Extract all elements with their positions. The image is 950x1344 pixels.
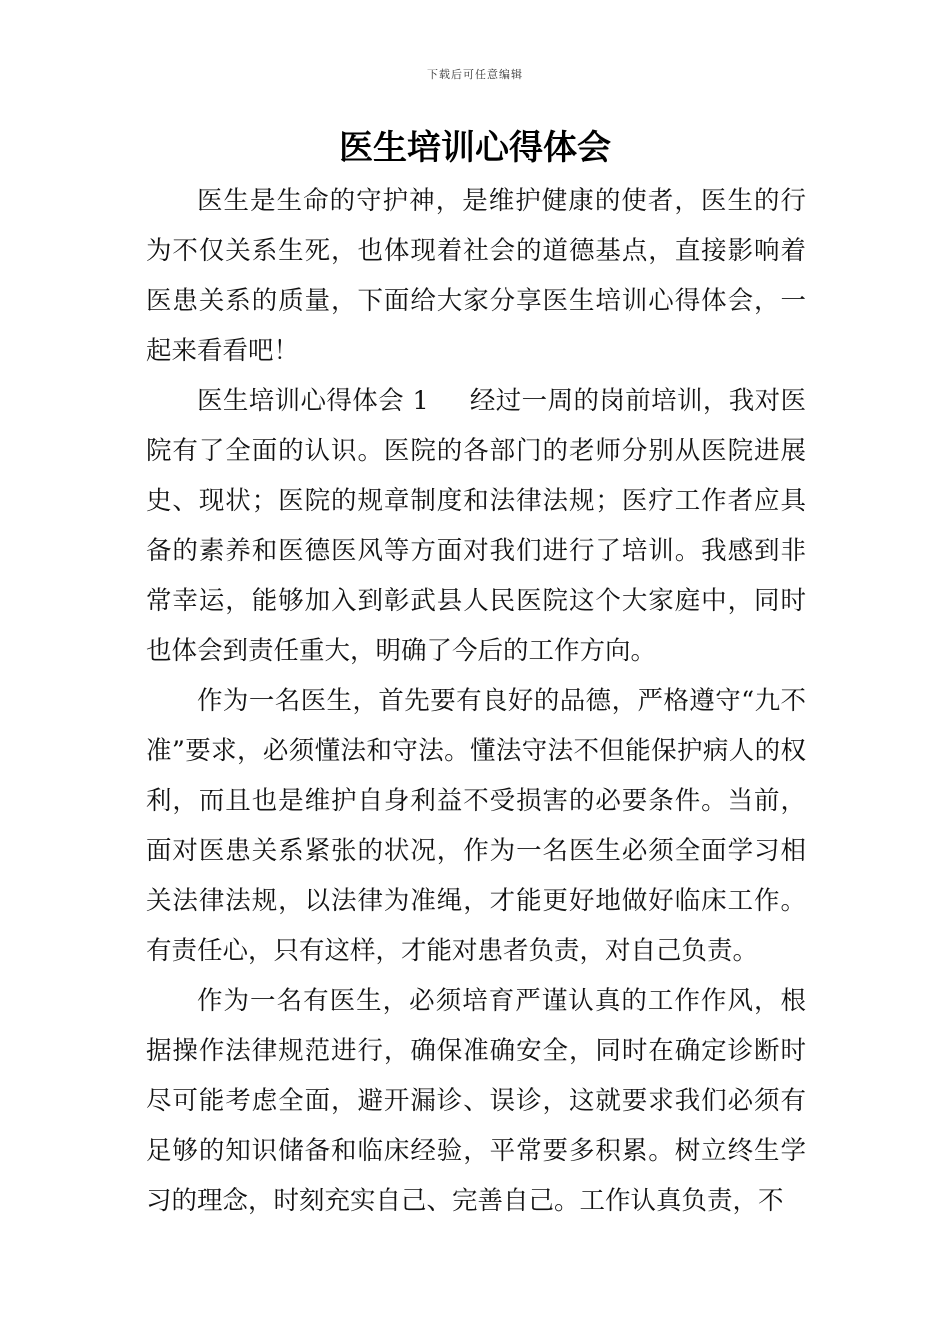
paragraph-intro bbox=[146, 176, 806, 376]
paragraph-text: 经过一周的岗前培训，我对医院有了全面的认识。医院的各部门的老师分别从医院进展史、现状；医院的规章制度和法律法规；医疗工作者应具备的素养和医德医风等方面对我们进行了培训。我感到非常幸运，能够加入到彰武县人民医院这个大家庭中，同时也体会到责任重大，明确了今后的工作方向。 bbox=[146, 386, 806, 666]
document-title: 医生培训心得体会 bbox=[339, 128, 611, 168]
paragraph-work-style bbox=[146, 976, 806, 1226]
paragraph-ethics bbox=[146, 676, 806, 976]
header-note: 下载后可任意编辑 bbox=[427, 68, 523, 81]
paragraph-text: 医生是生命的守护神，是维护健康的使者，医生的行为不仅关系生死，也体现着社会的道德基点，直接影响着医患关系的质量，下面给大家分享医生培训心得体会，一起来看看吧！ bbox=[146, 186, 806, 366]
paragraph-text: 作为一名医生，首先要有良好的品德，严格遵守“九不准”要求，必须懂法和守法。懂法守法不但能保护病人的权利，而且也是维护自身利益不受损害的必要条件。当前，面对医患关系紧张的状况，作为一名医生必须全面学习相关法律法规，以法律为准绳，才能更好地做好临床工作。有责任心，只有这样，才能对患者负责，对自己负责。 bbox=[146, 686, 806, 966]
section-heading: 医生培训心得体会 1 bbox=[197, 386, 429, 416]
paragraph-section-1 bbox=[146, 376, 806, 676]
document-body bbox=[146, 176, 806, 1226]
paragraph-text: 作为一名有医生，必须培育严谨认真的工作作风，根据操作法律规范进行，确保准确安全，同时在确定诊断时尽可能考虑全面，避开漏诊、误诊，这就要求我们必须有足够的知识储备和临床经验，平常要多积累。树立终生学习的理念，时刻充实自己、完善自己。工作认真负责，不 bbox=[146, 986, 806, 1216]
